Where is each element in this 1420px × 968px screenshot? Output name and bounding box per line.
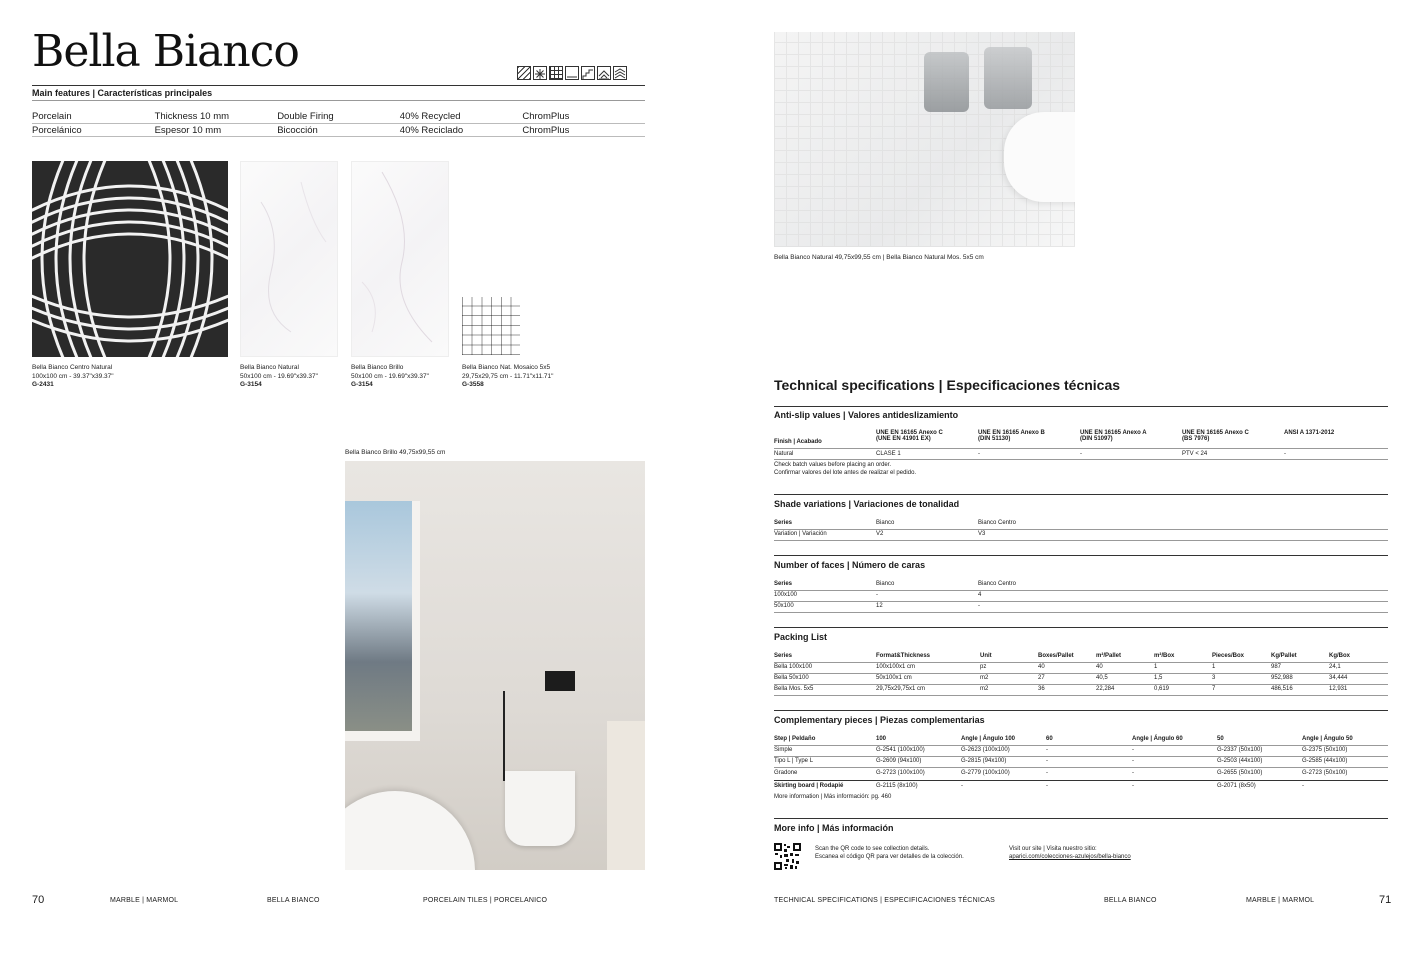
table-cell: 952,988 xyxy=(1271,675,1293,681)
table-header: m²/Box xyxy=(1154,653,1175,659)
table-cell: 0,619 xyxy=(1154,686,1170,692)
table-note: More information | Más información: pg. 460 xyxy=(774,794,892,800)
table-header: Series xyxy=(774,581,793,587)
table-cell: 50x100 xyxy=(774,603,794,609)
tile-code: G-3154 xyxy=(240,381,262,388)
table-cell: Bella 50x100 xyxy=(774,675,809,681)
more-info-title: More info | Más información xyxy=(774,823,894,833)
antislip-table xyxy=(774,430,1388,480)
table-cell: G-2375 (50x100) xyxy=(1302,747,1348,753)
tile-brillo-image xyxy=(351,161,449,357)
tile-code: G-3154 xyxy=(351,381,373,388)
feature-es: ChromPlus xyxy=(522,124,570,136)
tile-name: Bella Bianco Natural xyxy=(240,364,299,371)
cabinet xyxy=(607,721,645,870)
features-rule-top xyxy=(32,100,645,101)
feature-en: Porcelain xyxy=(32,110,72,122)
packing-title: Packing List xyxy=(774,632,828,642)
table-cell: 3 xyxy=(1212,675,1216,681)
table-header: Pieces/Box xyxy=(1212,653,1245,659)
photo-caption: Bella Bianco Natural 49,75x99,55 cm | Bella Bianco Natural Mos. 5x5 cm xyxy=(774,254,984,261)
tile-size: 100x100 cm - 39.37"x39.37" xyxy=(32,372,114,380)
tile-caption xyxy=(462,364,553,390)
row-rule xyxy=(774,612,1388,613)
floor-icon xyxy=(517,66,531,80)
feature-es: 40% Reciclado xyxy=(399,124,464,136)
antislip-title: Anti-slip values | Valores antideslizamiento xyxy=(774,410,959,420)
table-cell: m2 xyxy=(980,686,989,692)
complementary-title: Complementary pieces | Piezas complementarias xyxy=(774,715,985,725)
table-cell: 987 xyxy=(1271,664,1282,670)
footer-item: MARBLE | MARMOL xyxy=(1246,897,1315,904)
table-cell: 12,931 xyxy=(1329,686,1348,692)
table-cell: - xyxy=(1132,747,1134,753)
features-row-es xyxy=(32,123,645,137)
table-cell: V3 xyxy=(978,531,986,537)
site-info xyxy=(1009,845,1131,861)
pattern-icon xyxy=(613,66,627,80)
tile-mosaic-image xyxy=(462,297,520,355)
table-header: Bianco Centro xyxy=(978,581,1017,587)
row-rule xyxy=(774,695,1388,696)
table-header: Unit xyxy=(980,653,992,659)
table-header: ANSI A 1371-2012 xyxy=(1284,430,1335,436)
shade-table xyxy=(774,520,1388,542)
qr-instructions xyxy=(815,845,964,861)
site-label: Visit our site | Visita nuestro sitio: xyxy=(1009,846,1097,852)
footer-item: TECHNICAL SPECIFICATIONS | ESPECIFICACIONES TÉCNICAS xyxy=(774,897,995,904)
row-rule xyxy=(774,767,1388,768)
table-header: Bianco xyxy=(876,520,895,526)
table-header: UNE EN 16165 Anexo B (DIN 51130) xyxy=(978,430,1045,442)
row-rule xyxy=(774,684,1388,685)
table-cell: G-2723 (50x100) xyxy=(1302,770,1348,776)
faces-title: Number of faces | Número de caras xyxy=(774,560,926,570)
row-rule xyxy=(774,756,1388,757)
table-cell: V2 xyxy=(876,531,884,537)
packing-table xyxy=(774,653,1388,699)
section-rule xyxy=(774,555,1388,556)
table-cell: G-2779 (100x100) xyxy=(961,770,1010,776)
table-cell: Bella Mos. 5x5 xyxy=(774,686,814,692)
table-cell: 100x100 xyxy=(774,592,798,598)
faces-table xyxy=(774,581,1388,615)
table-header: UNE EN 16165 Anexo C (UNE EN 41901 EX) xyxy=(876,430,943,442)
table-header: UNE EN 16165 Anexo C (BS 7976) xyxy=(1182,430,1249,442)
table-cell: - xyxy=(1046,783,1048,789)
table-cell: Natural xyxy=(774,451,794,457)
table-cell: 12 xyxy=(876,603,883,609)
table-header: Angle | Ángulo 100 xyxy=(961,736,1016,742)
table-cell: 29,75x29,75x1 cm xyxy=(876,686,926,692)
features-table xyxy=(32,109,645,137)
table-cell: - xyxy=(1046,770,1048,776)
table-cell: 4 xyxy=(978,592,982,598)
main-features-title: Main features | Características principales xyxy=(32,88,213,98)
table-cell: G-2115 (8x100) xyxy=(876,783,918,789)
row-rule xyxy=(774,601,1388,602)
table-cell: G-2337 (50x100) xyxy=(1217,747,1263,753)
footer-item: PORCELAIN TILES | PORCELANICO xyxy=(423,897,548,904)
table-cell: - xyxy=(1302,783,1304,789)
table-cell: 24,1 xyxy=(1329,664,1341,670)
table-cell: G-2541 (100x100) xyxy=(876,747,925,753)
outdoor-icon xyxy=(597,66,611,80)
table-cell: Gradone xyxy=(774,770,798,776)
table-cell: pz xyxy=(980,664,987,670)
flush-plate xyxy=(545,671,575,691)
section-rule xyxy=(774,406,1388,407)
table-header: 50 xyxy=(1217,736,1224,742)
row-rule xyxy=(774,459,1388,460)
table-header: Step | Peldaño xyxy=(774,736,816,742)
table-cell: - xyxy=(1046,747,1048,753)
row-rule xyxy=(774,780,1388,781)
table-cell: G-2815 (94x100) xyxy=(961,758,1007,764)
qr-text-es: Escanea el código QR para ver detalles de la colección. xyxy=(815,854,964,860)
table-header: Format&Thickness xyxy=(876,653,931,659)
table-cell: 27 xyxy=(1038,675,1045,681)
table-cell: 1 xyxy=(1212,664,1216,670)
table-cell: 40 xyxy=(1096,664,1103,670)
product-photo xyxy=(774,32,1075,247)
shade-title: Shade variations | Variaciones de tonalidad xyxy=(774,499,960,509)
table-header: 60 xyxy=(1046,736,1053,742)
section-rule xyxy=(774,710,1388,711)
tile-centro-image xyxy=(32,161,228,357)
table-cell: Skirting board | Rodapié xyxy=(774,783,844,789)
frost-icon xyxy=(533,66,547,80)
tile-caption xyxy=(240,364,318,390)
qr-text-en: Scan the QR code to see collection details. xyxy=(815,846,930,852)
table-cell: - xyxy=(1132,770,1134,776)
feature-es: Bicocción xyxy=(277,124,318,136)
table-cell: - xyxy=(1080,451,1082,457)
grid-wall-icon xyxy=(549,66,563,80)
table-cell: - xyxy=(876,592,878,598)
table-header: Angle | Ángulo 60 xyxy=(1132,736,1183,742)
table-cell: 34,444 xyxy=(1329,675,1348,681)
feature-icons xyxy=(517,66,627,80)
table-header: Kg/Pallet xyxy=(1271,653,1297,659)
window xyxy=(345,501,420,741)
tile-natural-image xyxy=(240,161,338,357)
tile-name: Bella Bianco Centro Natural xyxy=(32,364,113,371)
table-header: UNE EN 16165 Anexo A (DIN 51097) xyxy=(1080,430,1147,442)
complementary-table xyxy=(774,736,1388,806)
footer-item: BELLA BIANCO xyxy=(267,897,320,904)
feature-en: ChromPlus xyxy=(522,110,570,122)
table-cell: G-2655 (50x100) xyxy=(1217,770,1263,776)
table-header: Boxes/Pallet xyxy=(1038,653,1074,659)
table-cell: 40 xyxy=(1038,664,1045,670)
table-header: Bianco Centro xyxy=(978,520,1017,526)
wall-icon xyxy=(565,66,579,80)
table-cell: G-2723 (100x100) xyxy=(876,770,925,776)
table-header: Bianco xyxy=(876,581,895,587)
section-rule xyxy=(774,627,1388,628)
table-header: Kg/Box xyxy=(1329,653,1350,659)
tile-caption xyxy=(32,364,114,390)
table-header: Series xyxy=(774,653,793,659)
table-cell: G-2623 (100x100) xyxy=(961,747,1010,753)
table-cell: - xyxy=(1046,758,1048,764)
page-number-left: 70 xyxy=(32,894,45,906)
title-rule xyxy=(32,85,645,86)
row-rule xyxy=(774,529,1388,530)
bottle xyxy=(984,47,1032,109)
table-cell: 36 xyxy=(1038,686,1045,692)
page-number-right: 71 xyxy=(1379,894,1392,906)
bathroom-caption: Bella Bianco Brillo 49,75x99,55 cm xyxy=(345,449,446,456)
row-rule xyxy=(774,662,1388,663)
footer-item: BELLA BIANCO xyxy=(1104,897,1157,904)
feature-es: Espesor 10 mm xyxy=(154,124,222,136)
table-cell: - xyxy=(978,603,980,609)
table-cell: - xyxy=(1132,783,1134,789)
table-header: m²/Pallet xyxy=(1096,653,1122,659)
table-cell: 7 xyxy=(1212,686,1216,692)
table-cell: 1,5 xyxy=(1154,675,1163,681)
table-note: Check batch values before placing an order. xyxy=(774,462,892,468)
page-title: Bella Bianco xyxy=(32,26,299,77)
tile-name: Bella Bianco Brillo xyxy=(351,364,404,371)
table-cell: - xyxy=(1132,758,1134,764)
bottle xyxy=(924,52,969,112)
table-cell: CLASE 1 xyxy=(876,451,901,457)
table-cell: - xyxy=(961,783,963,789)
feature-en: Thickness 10 mm xyxy=(154,110,230,122)
table-cell: G-2609 (94x100) xyxy=(876,758,922,764)
table-header: Series xyxy=(774,520,793,526)
shower-pipe xyxy=(503,691,505,781)
features-row-en xyxy=(32,109,645,123)
table-cell: - xyxy=(1284,451,1286,457)
table-header: Angle | Ángulo 50 xyxy=(1302,736,1353,742)
site-link[interactable]: aparici.com/colecciones-azulejos/bella-bianco xyxy=(1009,854,1131,860)
table-cell: m2 xyxy=(980,675,989,681)
feature-es: Porcelánico xyxy=(32,124,82,136)
table-cell: - xyxy=(978,451,980,457)
row-rule xyxy=(774,590,1388,591)
table-cell: 40,5 xyxy=(1096,675,1108,681)
table-cell: Bella 100x100 xyxy=(774,664,813,670)
tile-caption xyxy=(351,364,429,390)
table-cell: 486,516 xyxy=(1271,686,1293,692)
table-cell: Variation | Variación xyxy=(774,531,827,537)
tile-name: Bella Bianco Nat. Mosaico 5x5 xyxy=(462,364,551,371)
toilet xyxy=(505,771,575,846)
tile-size: 29,75x29,75 cm - 11.71"x11.71" xyxy=(462,372,554,380)
table-cell: 22,284 xyxy=(1096,686,1115,692)
table-cell: 100x100x1 cm xyxy=(876,664,916,670)
table-cell: G-2071 (8x50) xyxy=(1217,783,1256,789)
table-cell: G-2585 (44x100) xyxy=(1302,758,1348,764)
table-cell: G-2503 (44x100) xyxy=(1217,758,1263,764)
row-rule xyxy=(774,448,1388,449)
tech-spec-title: Technical specifications | Especificaciones técnicas xyxy=(774,377,1121,393)
table-cell: PTV < 24 xyxy=(1182,451,1208,457)
table-header: 100 xyxy=(876,736,887,742)
row-rule xyxy=(774,673,1388,674)
tile-code: G-3558 xyxy=(462,381,484,388)
feature-en: 40% Recycled xyxy=(399,110,461,122)
table-cell: 50x100x1 cm xyxy=(876,675,912,681)
bathroom-photo xyxy=(345,461,645,870)
tile-size: 50x100 cm - 19.69"x39.37" xyxy=(240,372,318,380)
row-rule xyxy=(774,745,1388,746)
table-cell: 1 xyxy=(1154,664,1158,670)
footer-item: MARBLE | MARMOL xyxy=(110,897,179,904)
section-rule xyxy=(774,818,1388,819)
feature-en: Double Firing xyxy=(277,110,334,122)
towel xyxy=(1004,112,1075,202)
table-cell: Tipo L | Type L xyxy=(774,758,814,764)
row-rule xyxy=(774,540,1388,541)
tile-size: 50x100 cm - 19.69"x39.37" xyxy=(351,372,429,380)
section-rule xyxy=(774,494,1388,495)
qr-code-icon[interactable] xyxy=(774,843,801,870)
bathtub xyxy=(345,791,475,870)
table-cell: Simple xyxy=(774,747,793,753)
table-note: Confirmar valores del lote antes de realizar el pedido. xyxy=(774,470,917,476)
table-header: Finish | Acabado xyxy=(774,439,822,445)
tile-code: G-2431 xyxy=(32,381,54,388)
stairs-icon xyxy=(581,66,595,80)
